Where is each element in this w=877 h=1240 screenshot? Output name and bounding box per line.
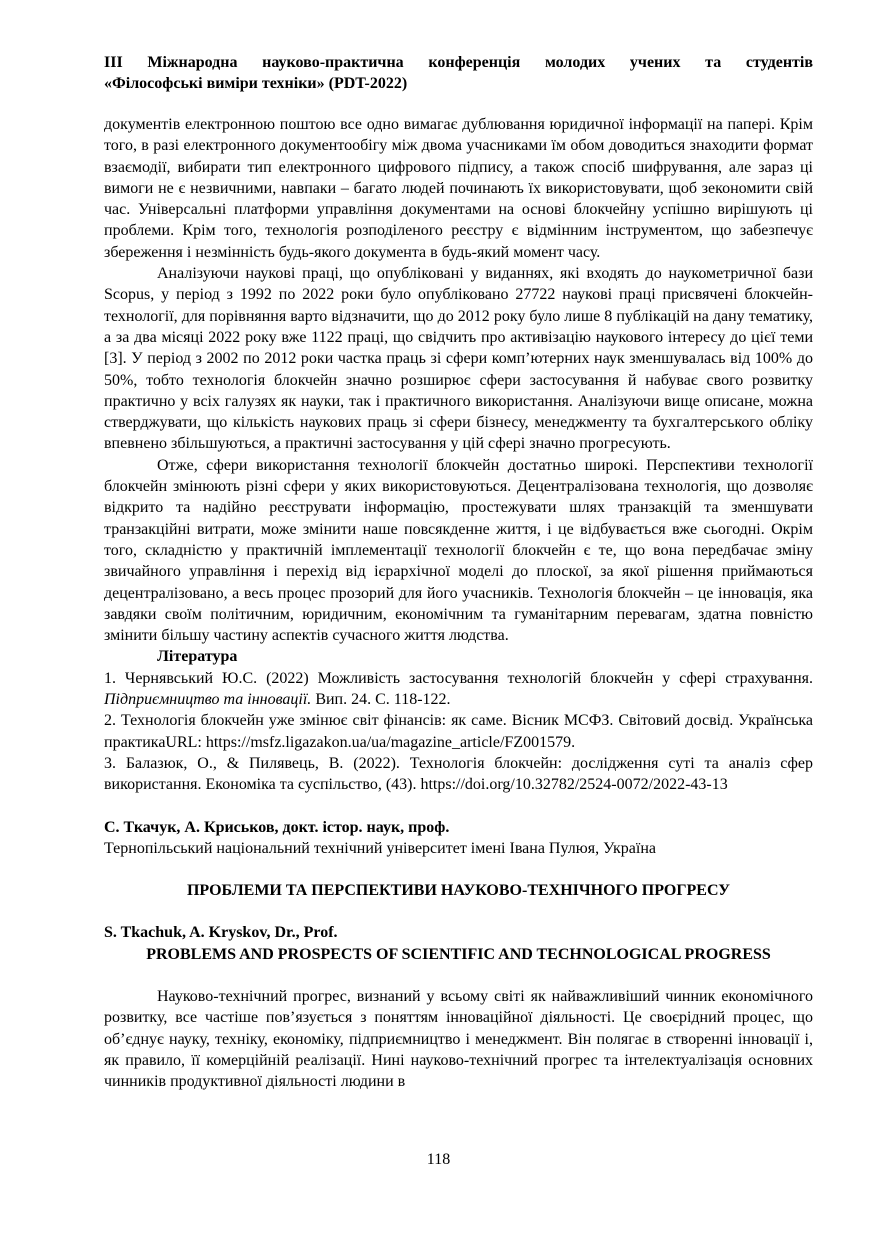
paragraph-3: Отже, сфери використання технології блокчейн достатньо широкі. Перспективи технології блокчейн змінюють різні сфери у яких використовуються. Децентралізована технологія, що дозволяє відкрито та надійно реєструвати інформацію, простежувати шлях транзакцій та зменшувати транзакційні витрати, може змінити наше повсякденне життя, і це відбувається вже сьогодні. Окрім того, складністю у практичній імплементації технології блокчейн є те, що вона передбачає зміну звичайного управління і перехід від ієрархічної моделі до плоскої, за якої рішення приймаються децентралізовано, а весь процес прозорий для його учасників. Технологія блокчейн – це інновація, яка завдяки своїм політичним, юридичним, економічним та гуманітарним перевагам, здатна повністю змінити більшу частину аспектів сучасного життя людства. xyxy=(104,456,813,645)
article-continuation xyxy=(104,114,813,646)
authors-english: S. Tkachuk, A. Kryskov, Dr., Prof. xyxy=(104,924,338,942)
article-body xyxy=(104,986,813,1092)
reference-1-journal: Підприємництво та інновації. xyxy=(104,691,312,709)
references-section xyxy=(104,646,813,795)
reference-1-text: 1. Чернявський Ю.С. (2022) Можливість застосування технологій блокчейн у сфері страхування. xyxy=(104,669,813,687)
references-title: Література xyxy=(157,648,238,666)
paragraph-2: Аналізуючи наукові праці, що опубліковані у виданнях, які входять до наукометричної бази Scopus, у період з 1992 по 2022 роки було опубліковано 27722 наукові праці присвячені блокчейн-технології, для порівняння варто відзначити, що до 2012 року було лише 8 публікацій на дану тематику, а за два місяці 2022 року вже 1122 праці, що свідчить про активізацію наукового інтересу до цієї теми [3]. У період з 2002 по 2012 роки частка праць зі сфери комп’ютерних наук зменшувалась від 100% до 50%, тобто технологія блокчейн значно розширює сфери застосування й набуває свого розвитку практично у всіх галузях як науки, так і практичного використання. Аналізуючи вище описане, можна стверджувати, що кількість наукових праць зі сфери бізнесу, менеджменту та бухгалтерського обліку впевнено збільшуються, а практичні застосування у цій сфері значно прогресують. xyxy=(104,265,813,453)
reference-1-pages: Вип. 24. С. 118-122. xyxy=(311,691,451,709)
page-number: 118 xyxy=(426,1151,451,1168)
article-title-ukrainian: ПРОБЛЕМИ ТА ПЕРСПЕКТИВИ НАУКОВО-ТЕХНІЧНОГО ПРОГРЕСУ xyxy=(186,882,731,900)
conference-header-line-1: III Міжнародна науково-практична конференція молодих учених та студентів xyxy=(104,54,813,71)
reference-1 xyxy=(104,668,813,711)
article-paragraph-1: Науково-технічний прогрес, визнаний у всьому світі як найважливіший чинник економічного розвитку, все частіше пов’язується з поняттям інноваційної діяльності. Це своєрідний процес, що об’єднує науку, техніку, економіку, підприємництво і менеджмент. Він полягає в створенні інновації і, як правило, її комерційній реалізації. Нині науково-технічний прогрес та інтелектуалізація основних чинників продуктивної діяльності людини в xyxy=(104,987,813,1091)
authors-ukrainian: С. Ткачук, А. Криськов, докт. істор. наук, проф. xyxy=(104,818,450,836)
document-page xyxy=(104,52,813,1092)
article-title-english: PROBLEMS AND PROSPECTS OF SCIENTIFIC AND TECHNOLOGICAL PROGRESS xyxy=(146,945,771,963)
reference-2: 2. Технологія блокчейн уже змінює світ фінансів: як саме. Вісник МСФЗ. Світовий досвід. Українська практикаURL: https://msfz.ligazakon.ua/ua/magazine_article/FZ001579. xyxy=(104,712,813,751)
paragraph-1: документів електронною поштою все одно вимагає дублювання юридичної інформації на папері. Крім того, в разі електронного документообігу між двома учасниками їм обом доводиться знаходити формат взаємодії, вибирати тип електронного цифрового підпису, а також спосіб шифрування, але зараз ці вимоги не є незвичними, навпаки – багато людей починають їх використовувати, щоб зекономити свій час. Універсальні платформи управління документами на основі блокчейну успішно вирішують ці проблеми. Крім того, технологія розподіленого реєстру є відмінним інструментом, що забезпечує збереження і незмінність будь-якого документа в будь-який момент часу. xyxy=(104,116,813,261)
reference-3: 3. Балазюк, О., & Пилявець, В. (2022). Технологія блокчейн: дослідження суті та аналіз сфер використання. Економіка та суспільство, (43). https://doi.org/10.32782/2524-0072/2022-43-13 xyxy=(104,754,813,794)
conference-header-line-2: «Філософські виміри техніки» (PDT-2022) xyxy=(104,75,408,92)
affiliation: Тернопільський національний технічний університет імені Івана Пулюя, Україна xyxy=(104,839,656,857)
conference-header xyxy=(104,52,813,94)
